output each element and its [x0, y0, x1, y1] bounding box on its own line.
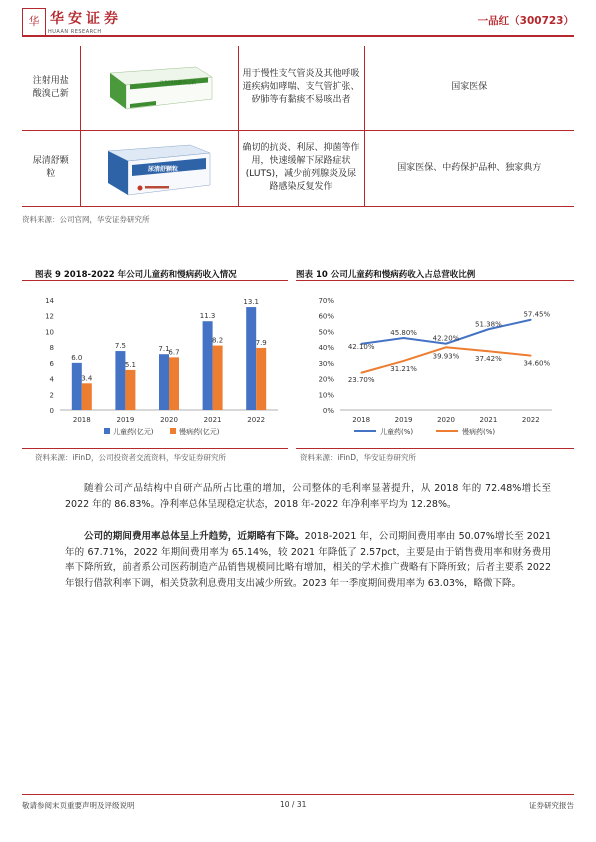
figure-9-title: 图表 9 2018-2022 年公司儿童药和慢病药收入情况 [35, 270, 237, 280]
data-point [403, 337, 405, 339]
data-label: 5.1 [124, 360, 136, 369]
y-tick-label: 12 [45, 312, 54, 321]
data-label: 8.2 [212, 336, 224, 345]
data-label: 6.7 [168, 348, 180, 357]
product-description: 确切的抗炎、利尿、抑菌等作用，快速缓解下尿路症状(LUTS)，减少前列腺炎及尿路感染反复发作 [238, 130, 364, 206]
data-point [488, 350, 490, 352]
y-tick-label: 6 [49, 359, 54, 368]
paragraph-lead: 公司的期间费用率总体呈上升趋势，近期略有下降。 [84, 531, 305, 542]
huaan-logo-icon: 华 [22, 8, 46, 36]
line-chart [296, 282, 574, 446]
x-tick-label: 2020 [437, 416, 455, 424]
y-tick-label: 0 [49, 407, 54, 415]
footer-divider [22, 794, 574, 795]
data-label: 11.3 [199, 312, 216, 321]
legend-label: 儿童药(亿元) [113, 428, 154, 436]
bar [213, 346, 223, 410]
legend-swatch [104, 428, 110, 434]
data-label: 6.0 [71, 353, 83, 362]
y-tick-label: 60% [318, 312, 334, 321]
bar [72, 363, 82, 410]
data-label: 31.21% [390, 364, 417, 373]
y-tick-label: 8 [49, 344, 54, 353]
figure-9-top-rule [22, 280, 288, 281]
y-tick-label: 10% [318, 391, 334, 400]
data-label: 7.1 [158, 345, 170, 354]
product-name: 注射用盐酸溴己新 [22, 46, 80, 130]
data-label: 13.1 [243, 298, 259, 307]
product-description: 用于慢性支气管炎及其他呼吸道疾病如哮喘、支气管扩张、矽肺等有黏痰不易咳出者 [238, 46, 364, 130]
y-tick-label: 10 [45, 328, 54, 337]
product-image-cell [80, 46, 238, 130]
paragraph-expense [65, 529, 551, 591]
data-point [530, 319, 532, 321]
product-table [22, 46, 574, 207]
x-tick-label: 2019 [116, 416, 135, 424]
y-tick-label: 50% [318, 328, 334, 337]
y-tick-label: 30% [318, 359, 334, 368]
bar [115, 351, 125, 410]
data-label: 39.93% [432, 352, 460, 361]
legend-label: 慢病药(%) [462, 428, 496, 436]
source-note: 资料来源：公司官网，华安证券研究所 [22, 215, 150, 224]
data-label: 34.60% [523, 359, 551, 368]
data-label: 37.42% [475, 355, 502, 364]
paragraph-margin: 随着公司产品结构中自研产品所占比重的增加，公司整体的毛利率显著提升，从 2018 年的 72.48%增长至 2022 年的 86.83%。净利率总体呈现稳定状态，2018 年-2022 年净利率平均为 12.28%。 [65, 483, 551, 510]
data-label: 3.4 [81, 374, 93, 383]
product-image-cell [80, 130, 238, 206]
bar [125, 370, 135, 410]
legend-label: 儿童药(%) [380, 428, 414, 436]
y-tick-label: 0% [322, 407, 334, 415]
bar [203, 321, 213, 410]
x-tick-label: 2018 [352, 416, 371, 424]
brand-name: 华安证券 [50, 11, 122, 27]
data-point [530, 355, 532, 357]
bar-chart [22, 282, 288, 446]
figure-10-top-rule [296, 280, 574, 281]
bar [246, 307, 256, 410]
bar [159, 354, 169, 410]
x-tick-label: 2020 [160, 416, 178, 424]
legend-label: 慢病药(亿元) [179, 428, 220, 436]
page-number: 10 / 31 [280, 800, 307, 809]
x-tick-label: 2019 [394, 416, 413, 424]
y-tick-label: 20% [318, 375, 334, 384]
figure-10-source: 资料来源：iFinD，华安证券研究所 [300, 453, 416, 462]
footer-report-type: 证券研究报告 [529, 801, 574, 810]
footer-disclaimer: 敬请参阅末页重要声明及评级说明 [22, 801, 135, 810]
header-divider [22, 35, 574, 37]
data-label: 7.9 [255, 338, 267, 347]
x-tick-label: 2018 [72, 416, 91, 424]
data-label: 42.10% [347, 342, 375, 351]
data-label: 42.20% [432, 334, 460, 343]
data-label: 7.5 [114, 342, 126, 351]
product-box-image [100, 63, 218, 113]
table-row [22, 46, 574, 130]
box-label: 尿清舒颗粒 [148, 166, 179, 173]
product-status: 国家医保、中药保护品种、独家典方 [364, 130, 574, 206]
data-label: 45.80% [390, 329, 417, 338]
figure-10-bottom-rule [296, 448, 574, 449]
data-label: 57.45% [523, 310, 551, 319]
paragraph-body: 2018-2021 年，公司期间费用率由 50.07%增长至 2021 年的 67.71%，2022 年期间费用率为 65.14%，较 2021 年降低了 2.57pct，主要是由于销售费用率和财务费用率下降所致，前者系公司医药制造产品销售规模同比略有增加，相关的学术推广费略有下降所致；后者主要系 2022 年银行借款利率下调，相关贷款利息费用支出减少所致。2023 年一季度期间费用率为 63.03%，略微下降。 [65, 531, 551, 589]
stock-title: 一品红（300723） [477, 15, 574, 27]
data-label: 23.70% [347, 375, 375, 384]
y-tick-label: 14 [45, 297, 54, 305]
product-box-image [100, 143, 218, 193]
y-tick-label: 4 [49, 375, 54, 384]
y-tick-label: 40% [318, 344, 334, 353]
x-tick-label: 2022 [247, 416, 266, 424]
data-point [488, 328, 490, 330]
x-tick-label: 2022 [521, 416, 540, 424]
bar [169, 357, 179, 410]
y-tick-label: 2 [49, 391, 54, 400]
medicine-box-icon [100, 63, 218, 113]
figure-9-bottom-rule [22, 448, 288, 449]
medicine-box-icon [100, 143, 218, 199]
x-tick-label: 2021 [203, 416, 222, 424]
bar [82, 383, 92, 410]
data-point [445, 343, 447, 345]
table-row [22, 130, 574, 206]
bar [256, 348, 266, 410]
data-point [403, 360, 405, 362]
data-point [360, 372, 362, 374]
legend-swatch [170, 428, 176, 434]
data-point [445, 346, 447, 348]
y-tick-label: 70% [318, 297, 334, 305]
figure-9-source: 资料来源：iFinD，公司投资者交流资料，华安证券研究所 [35, 453, 226, 462]
product-name: 尿清舒颗粒 [22, 130, 80, 206]
x-tick-label: 2021 [479, 416, 498, 424]
figure-10-title: 图表 10 公司儿童药和慢病药收入占总营收比例 [296, 270, 476, 280]
box-label: 注射用盐酸溴己新 [160, 80, 196, 86]
data-label: 51.38% [475, 320, 502, 329]
product-status: 国家医保 [364, 46, 574, 130]
brand-english: HUAAN RESEARCH [48, 29, 102, 35]
